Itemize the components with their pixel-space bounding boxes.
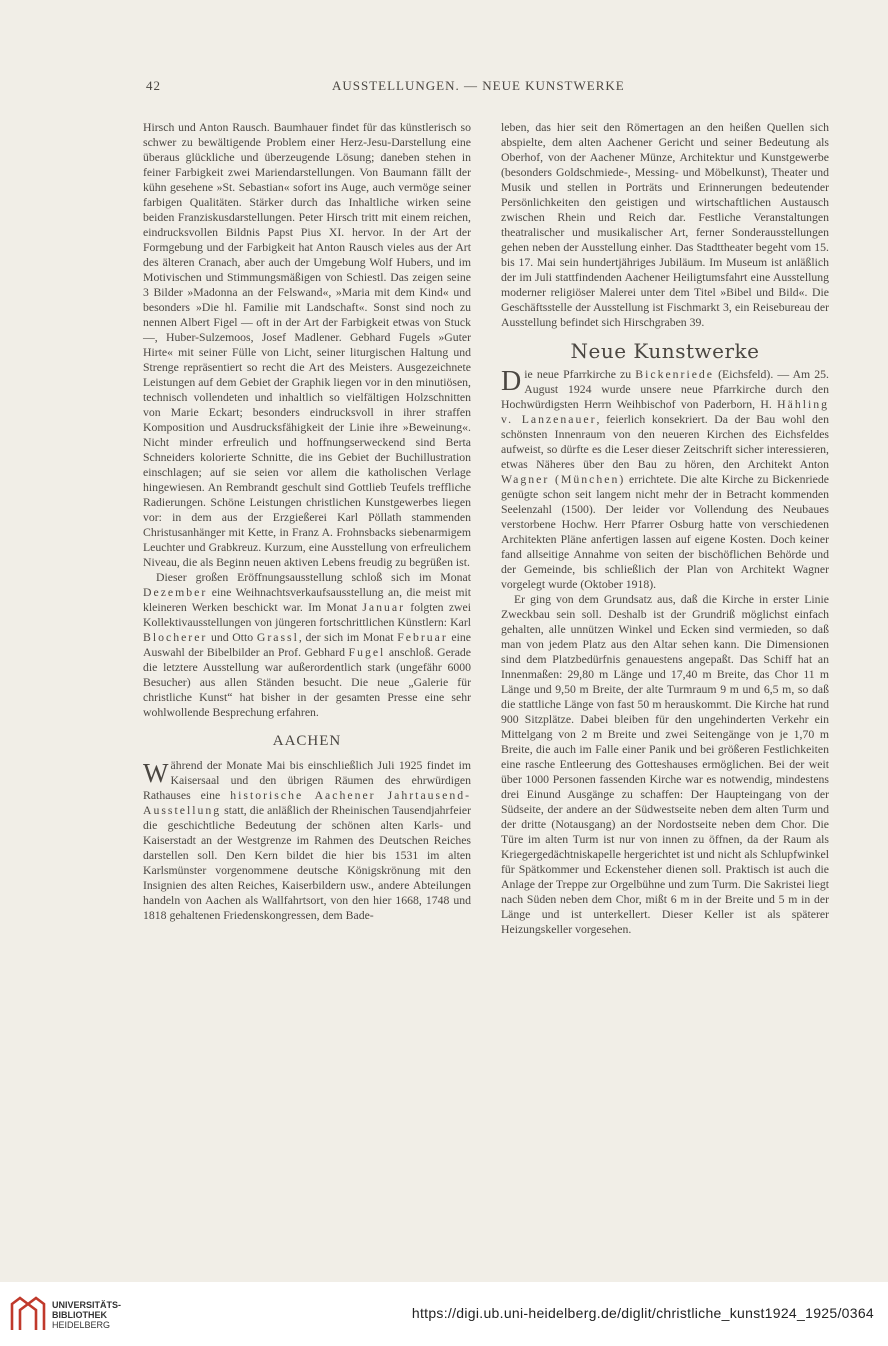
spaced-text: Fugel	[348, 646, 386, 659]
left-column	[143, 120, 471, 923]
drop-cap: D	[501, 366, 522, 397]
spaced-text: Januar	[362, 601, 406, 614]
permalink-url[interactable]: https://digi.ub.uni-heidelberg.de/diglit/christliche_kunst1924_1925/0364	[411, 1305, 874, 1321]
paragraph: Dieser großen Eröffnungsausstellung schloß sich im Monat Dezember eine Weihnachtsverkaufsausstellung an, die meist mit kleineren Werken beschickt war. Im Monat Januar folgten zwei Kollektivausstellungen von jüngeren fortschrittlichen Künstlern: Karl Blocherer und Otto Grassl, der sich im Monat Februar eine Auswahl der Bibelbilder an Prof. Gebhard Fugel anschloß. Gerade die letztere Ausstellung war außerordentlich stark (ungefähr 6000 Besucher) aus allen Ständen besucht. Die neue „Galerie für christliche Kunst“ hat bisher in der gesamten Presse eine sehr wohlwollende Besprechung erfahren.	[143, 571, 472, 719]
library-logo-icon	[8, 1290, 48, 1338]
drop-cap: W	[143, 758, 169, 788]
paragraph: Die neue Pfarrkirche zu Bickenriede (Eichsfeld). — Am 25. August 1924 wurde unsere neue Pfarrkirche durch den Hochwürdigsten Herrn Weihbischof von Paderborn, H. Hähling v. Lanzenauer, feierlich konsekriert. Da der Bau wohl den schönsten Innenraum von den neueren Kirchen des Eichsfeldes aufweist, so dürfte es die Leser dieser Zeitschrift sicher interessieren, etwas Näheres über den Bau zu hören, den Architekt Anton Wagner (München) errichtete. Die alte Kirche zu Bickenriede genügte schon seit langem nicht mehr der in Betracht kommenden Seelenzahl (1500). Der leider vor Vollendung des Neubaues verstorbene Hochw. Herr Pfarrer Osburg hatte von verschiedenen Architekten Pläne anfertigen lassen auf eigene Kosten. Doch keiner fand allseitige Annahme von seiten der bischöflichen Behörde und der Gemeinde, bis schließlich der Plan von Architekt Wagner vorgelegt wurde (Oktober 1918).	[501, 366, 829, 591]
spaced-text: Blocherer	[143, 631, 208, 644]
spaced-text: Februar	[397, 631, 448, 644]
spaced-text: historische Aachener Jahrtausend-Ausstellung	[143, 789, 471, 817]
page-number: 42	[146, 78, 161, 93]
paragraph: Hirsch und Anton Rausch. Baumhauer findet für das künstlerisch so schwer zu bewältigende Problem einer Herz-Jesu-Darstellung eine überaus glückliche und überzeugende Lösung; daneben stehen in feiner Farbigkeit zwei Mariendarstellungen. Von Baumann fällt der kühn gesehene »St. Sebastian« sofort ins Auge, auch vermöge seiner farbigen Qualitäten. Stärker durch das Inhaltliche wirken seine beiden Franziskusdarstellungen. Peter Hirsch tritt mit einem reichen, eindrucksvollen Bildnis Papst Pius XI. hervor. In der Art der Formgebung und der Farbigkeit hat Anton Rausch vieles aus der Art des älteren Cranach, aber auch der Umgebung Wolf Hubers, und im Motivischen und Stimmungsmäßigen von Schiestl. Das zeigen seine 3 Bilder »Madonna an der Felswand«, »Maria mit dem Kind« und besonders »Die hl. Familie mit Landschaft«. Sonst sind noch zu nennen Albert Figel — oft in der Art der Farbigkeit etwas von Stuck —, Huber-Sulzemoos, Josef Madlener. Gebhard Fugels »Guter Hirte« mit seiner Fülle von Licht, seiner liturgischen Haltung und Strenge repräsentiert so recht die Art des Meisters. Ausgezeichnete Leistungen auf dem Gebiet der Graphik liegen vor in den minutiösen, technisch vollendeten und inhaltlich so vielfältigen Holzschnitten von Marie Eckart; besonders eindrucksvoll in ihrer straffen Komposition und Ausdrucksfähigkeit der Linie ihre »Beweinung«. Nicht minder erfreulich und hoffnungserweckend sind Berta Schneiders kolorierte Schnitte, die ins Gebiet der Buchillustration einschlagen; auf sie seien vor allem die katholischen Verlage hingewiesen. An Rembrandt geschult sind Gottlieb Teufels treffliche Radierungen. Schöne Leistungen christlichen Kunstgewerbes liegen vor: in dem aus der Erzgießerei Karl Pöllath stammenden Christusanhänger mit Kette, in Franz A. Frohnsbacks siebenarmigem Leuchter und Grabkreuz. Kurzum, eine Ausstellung von erfreulichem Niveau, die als Beginn neuen aktiven Lebens freudig zu begrüßen ist.	[143, 121, 471, 569]
page-header	[146, 78, 746, 96]
section-heading-aachen: AACHEN	[272, 733, 342, 749]
spaced-text: Hähling v. Lanzenauer	[501, 398, 829, 426]
paragraph: leben, das hier seit den Römertagen an den heißen Quellen sich abspielte, dem alten Aachener Gericht und seiner Bedeutung als Oberhof, von der Aachener Münze, Architektur und Kunstgewerbe (besonders Goldschmiede-, Messing- und Möbelkunst), Theater und Musik und stellen in Porträts und Erinnerungen bedeutender Persönlichkeiten den geistigen und wirtschaftlichen Austausch zwischen Rhein und Reich dar. Festliche Veranstaltungen theatralischer und musikalischer Art, ferner Sonderausstellungen gehen neben der Ausstellung einher. Das Stadttheater begeht vom 15. bis 17. Mai sein hundertjähriges Jubiläum. Im Museum ist anläßlich der im Juli stattfindenden Aachener Heiligtumsfahrt eine Ausstellung moderner religiöser Malerei unter dem Titel »Bibel und Bild«. Die Geschäftsstelle der Ausstellung ist Fischmarkt 3, ein Reisebureau der Ausstellung befindet sich Hirschgraben 39.	[501, 121, 829, 329]
paragraph: Während der Monate Mai bis einschließlich Juli 1925 findet im Kaisersaal und den übrigen Räumen des ehrwürdigen Rathauses eine historische Aachener Jahrtausend-Ausstellung statt, die anläßlich der Rheinischen Tausendjahrfeier die geschichtliche Bedeutung der schönen alten Karls- und Kaiserstadt an der Westgrenze im Rahmen des Deutschen Reiches darstellen soll. Den Kern bildet die hier bis 1531 im alten Karlsmünster vorgenommene deutsche Königskrönung mit den Insignien des alten Reiches, Kaiserbildern usw., andere Abteilungen handeln von Aachen als Wallfahrtsort, von den hier 1668, 1748 und 1818 gehaltenen Friedenskongressen, dem Bade-	[143, 758, 471, 922]
right-column	[501, 120, 829, 937]
spaced-text: Dezember	[143, 586, 208, 599]
spaced-text: Bickenriede	[635, 368, 715, 381]
section-heading-neue-kunstwerke: Neue Kunstwerke	[570, 339, 760, 363]
spaced-text: Grassl	[256, 631, 299, 644]
library-name: UNIVERSITÄTS- BIBLIOTHEK HEIDELBERG	[52, 1300, 122, 1330]
paragraph: Er ging von dem Grundsatz aus, daß die Kirche in erster Linie Zweckbau sein soll. Deshalb ist der Grundriß möglichst einfach gehalten, alle unnützen Winkel und Ecken sind vermieden, so daß man von jedem Platz aus den Altar sehen kann. Die Dimensionen sind dem Platzbedürfnis genauestens angepaßt. Das Schiff hat an Innenmaßen: 29,80 m Länge und 17,40 m Breite, das Chor 11 m Länge und 9,50 m Breite, der alte Turmraum 9 m und 6,5 m, so daß die stattliche Länge von fast 50 m herauskommt. Die Kirche hat rund 900 Sitzplätze. Dabei bleiben für den ungehinderten Verkehr ein Mittelgang von 2 m Breite und zwei Seitengänge von je 1,70 m Breite, die auch im Falle einer Panik und bei größeren Festlichkeiten eine rasche Entleerung des Gotteshauses ermöglichen. Bei der weit über 1000 Personen fassenden Kirche war es notwendig, mindestens drei Einund Ausgänge zu schaffen: Der Haupteingang von der Südseite, der andere an der Südwestseite neben dem alten Turm und der dritte (Notausgang) an der Nordostseite neben dem Chor. Die Türe im alten Turm ist nur von innen zu öffnen, da der Raum als Kriegergedächtniskapelle hergerichtet ist und nicht als Schlupfwinkel für Spätkommer und Eckensteher dienen soll. Praktisch ist auch die Anlage der Treppe zur Orgelbühne und zum Turm. Die Sakristei liegt nach Süden neben dem Chor, mißt 6 m in der Breite und 5 m in der Länge und ist unterkellert. Dieser Keller ist als späterer Heizungskeller vorgesehen.	[501, 593, 829, 936]
spaced-text: Wagner (München)	[501, 473, 626, 486]
running-head: AUSSTELLUNGEN. — NEUE KUNSTWERKE	[332, 78, 625, 93]
